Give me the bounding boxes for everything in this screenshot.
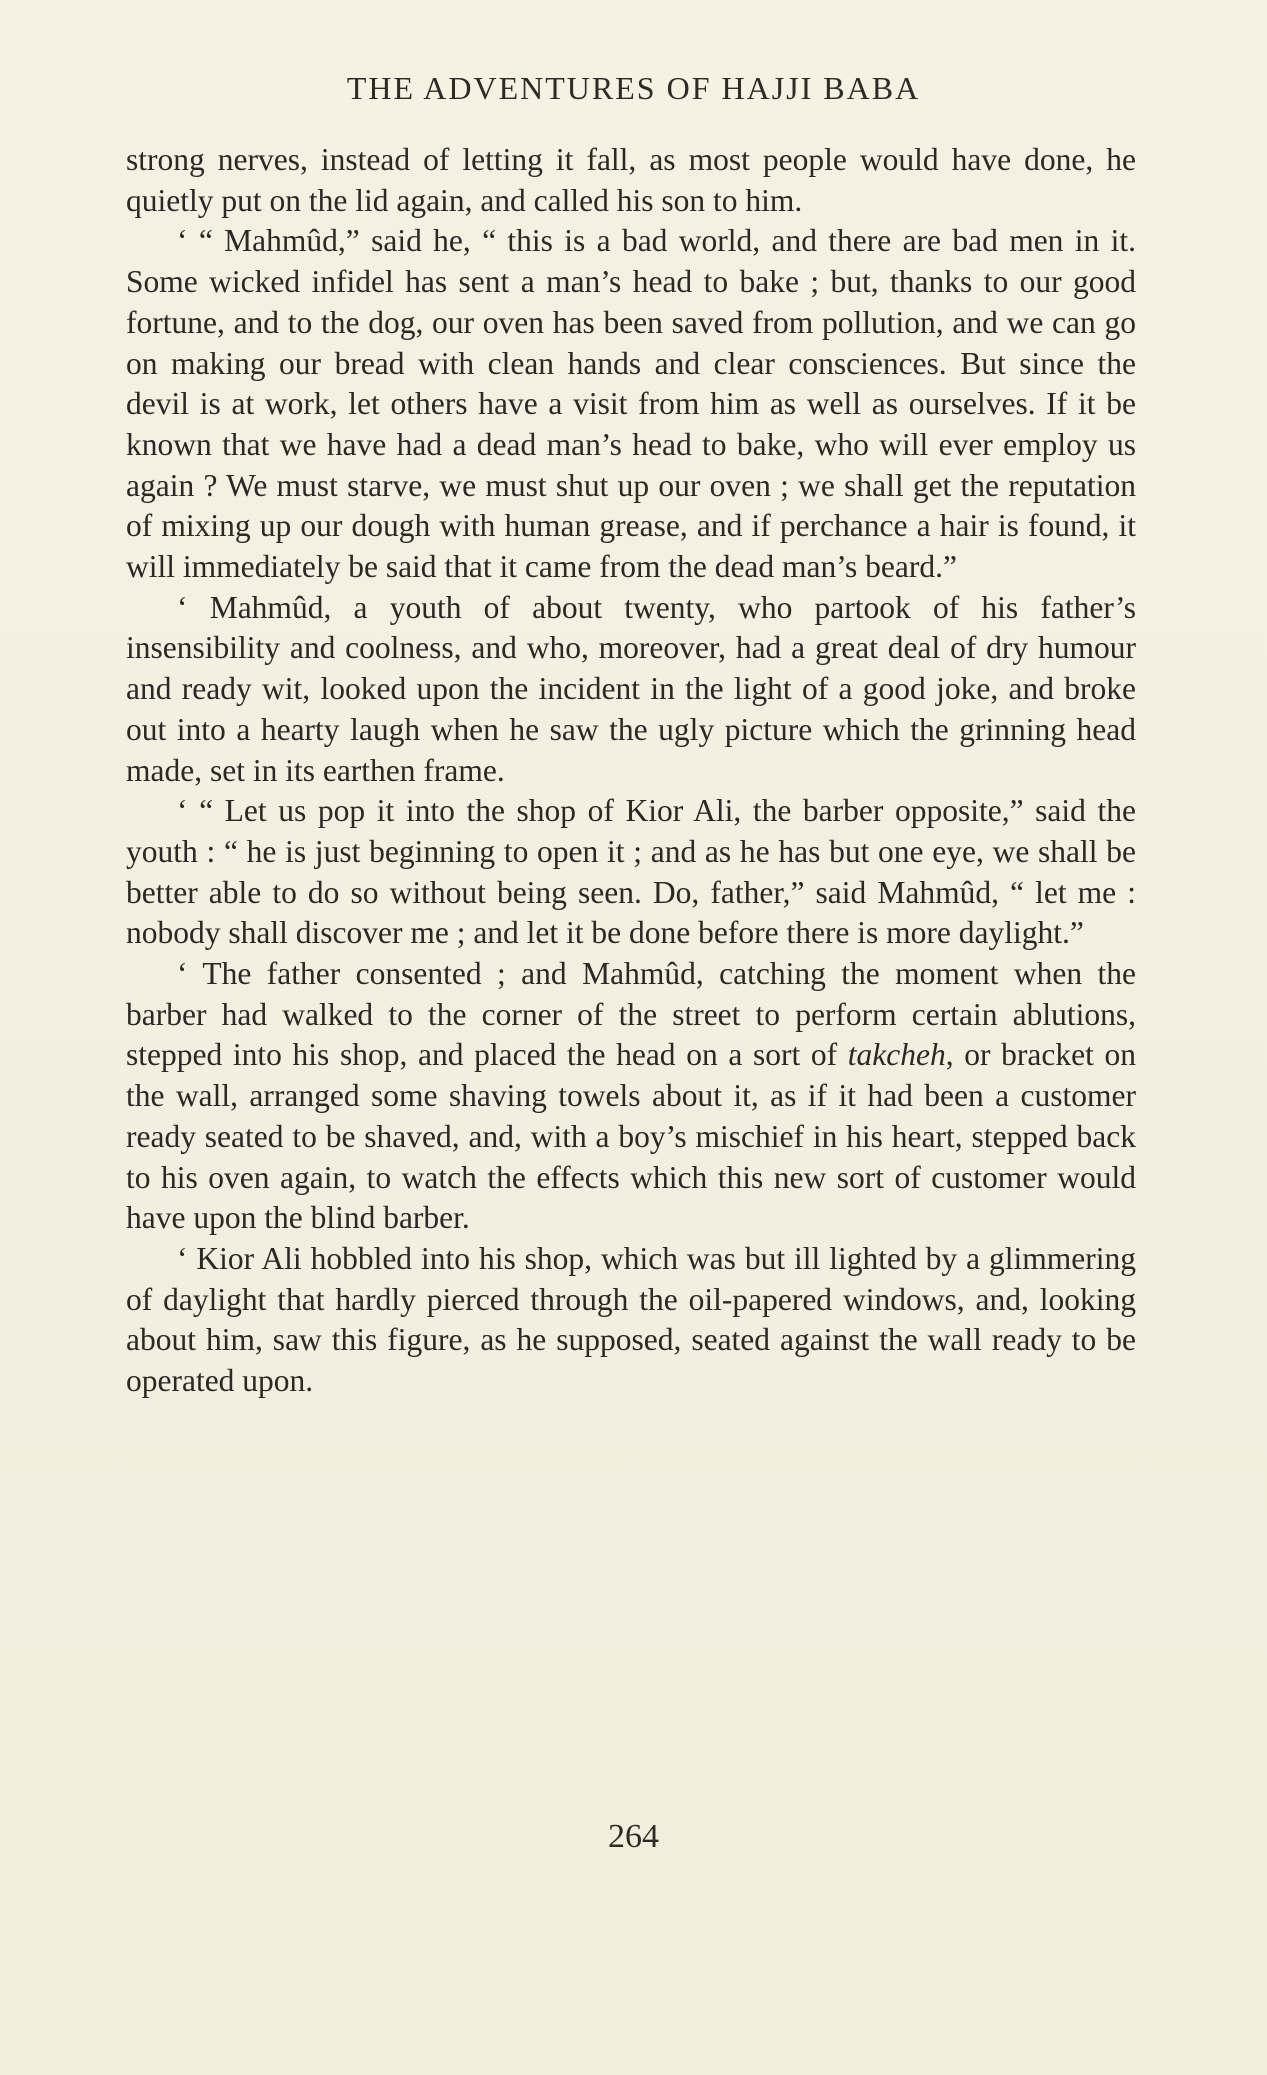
- paragraph-text: , or bracket on the wall, arranged some shaving towels about it, as if it had been a customer ready seated to be shaved, and, with a boy’s mischief in his heart, stepped back to his oven again, to watch the effects which this new sort of customer would have upon the blind barber.: [126, 1037, 1136, 1236]
- body-text: [126, 140, 1136, 1402]
- page-number: 264: [608, 1818, 659, 1855]
- paragraph: ‘ Kior Ali hobbled into his shop, which was but ill lighted by a glimmering of daylight that hardly pierced through the oil-papered windows, and, looking about him, saw this figure, as he supposed, seated against the wall ready to be operated upon.: [126, 1240, 1136, 1399]
- italic-term: takcheh: [847, 1037, 946, 1073]
- paragraph: ‘ “ Let us pop it into the shop of Kior Ali, the barber opposite,” said the youth : “ he is just beginning to open it ; and as he has but one eye, we shall be better able to do so without being seen. Do, father,” said Mahmûd, “ let me : nobody shall discover me ; and let it be done before there is more daylight.”: [126, 793, 1136, 951]
- running-head: THE ADVENTURES OF HAJJI BABA: [346, 70, 921, 106]
- paragraph: ‘ Mahmûd, a youth of about twenty, who partook of his father’s insensibility and coolness, and who, moreover, had a great deal of dry humour and ready wit, looked upon the incident in the light of a good joke, and broke out into a hearty laugh when he saw the ugly picture which the grinning head made, set in its earthen frame.: [126, 589, 1136, 788]
- paragraph: ‘ “ Mahmûd,” said he, “ this is a bad world, and there are bad men in it. Some wicked infidel has sent a man’s head to bake ; but, thanks to our good fortune, and to the dog, our oven has been saved from pollution, and we can go on making our bread with clean hands and clear consciences. But since the devil is at work, let others have a visit from him as well as ourselves. If it be known that we have had a dead man’s head to bake, who will ever employ us again ? We must starve, we must shut up our oven ; we shall get the reputation of mixing up our dough with human grease, and if perchance a hair is found, it will immediately be said that it came from the dead man’s beard.”: [126, 223, 1136, 585]
- paragraph-text: ‘ The father consented ; and Mahmûd, catching the moment when the barber had walked to the corner of the street to perform certain ablutions, stepped into his shop, and placed the head on a sort of: [126, 956, 1136, 1073]
- paragraph-continued: strong nerves, instead of letting it fall, as most people would have done, he quietly put on the lid again, and called his son to him.: [126, 142, 1136, 218]
- paragraph: [126, 954, 1136, 1239]
